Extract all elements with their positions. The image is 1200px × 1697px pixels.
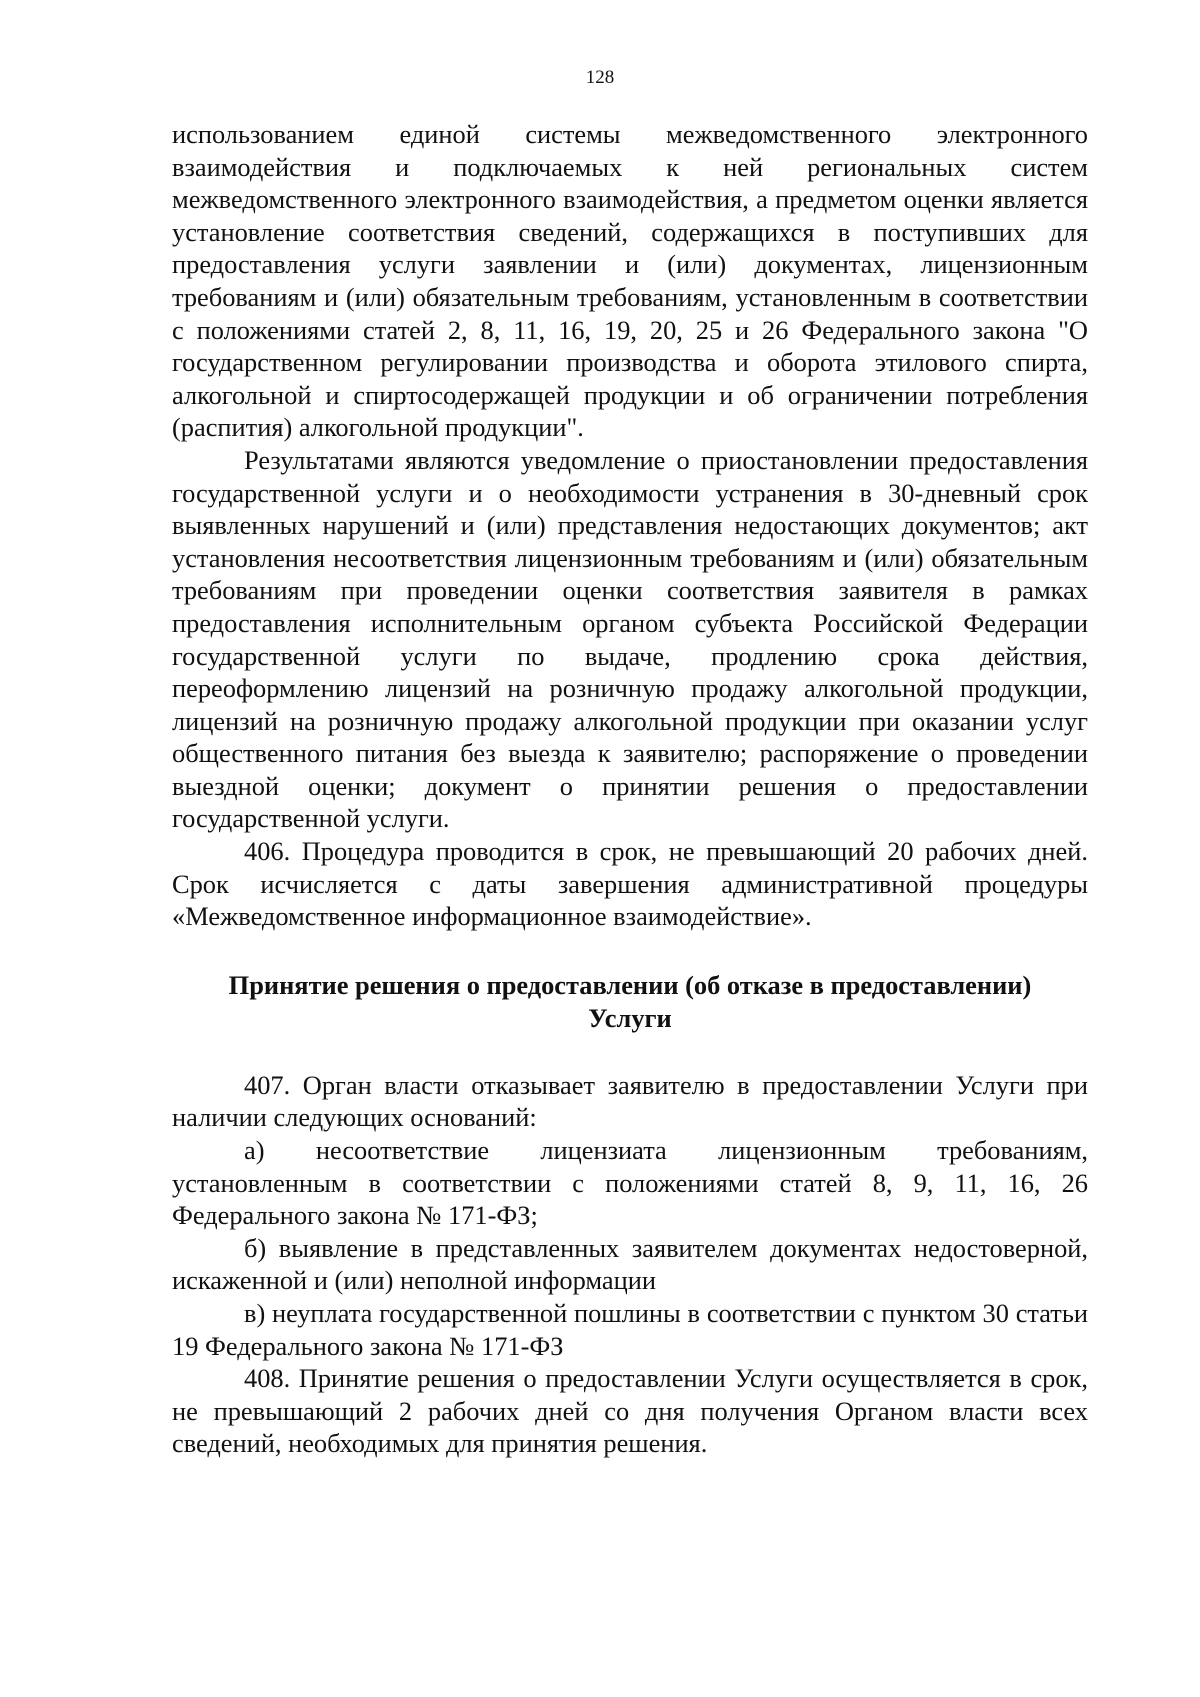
paragraph-results: Результатами являются уведомление о приостановлении предоставления государственной услуги и о необходимости устранения в 30-дневный срок выявленных нарушений и (или) представления недостающих документов; акт установления несоответствия лицензионным требованиям и (или) обязательным требованиям при проведении оценки соответствия заявителя в рамках предоставления исполнительным органом субъекта Российской Федерации государственной услуги по выдаче, продлению срока действия, переоформлению лицензий на розничную продажу алкогольной продукции, лицензий на розничную продажу алкогольной продукции при оказании услуг общественного питания без выезда к заявителю; распоряжение о проведении выездной оценки; документ о принятии решения о предоставлении государственной услуги. [172, 444, 1088, 834]
paragraph-407: 407. Орган власти отказывает заявителю в предоставлении Услуги при наличии следующих оснований: [172, 1069, 1088, 1133]
section-heading-line-1: Принятие решения о предоставлении (об отказе в предоставлении) [228, 969, 1032, 1000]
section-heading-line-2: Услуги [588, 1002, 672, 1033]
paragraph-continuation: использованием единой системы межведомственного электронного взаимодействия и подключаемых к ней региональных систем межведомственного электронного взаимодействия, а предметом оценки является установление соответствия сведений, содержащихся в поступивших для предоставления услуги заявлении и (или) документах, лицензионным требованиям и (или) обязательным требованиям, установленным в соответствии с положениями статей 2, 8, 11, 16, 19, 20, 25 и 26 Федерального закона "О государственном регулировании производства и оборота этилового спирта, алкогольной и спиртосодержащей продукции и об ограничении потребления (распития) алкогольной продукции". [172, 119, 1088, 443]
document-body [172, 118, 1088, 1460]
list-item-v: в) неуплата государственной пошлины в соответствии с пунктом 30 статьи 19 Федерального закона № 171-ФЗ [172, 1298, 1088, 1361]
paragraph-408: 408. Принятие решения о предоставлении Услуги осуществляется в срок, не превышающий 2 рабочих дней со дня получения Органом власти всех сведений, необходимых для принятия решения. [172, 1363, 1088, 1459]
list-item-a: а) несоответствие лицензиата лицензионным требованиям, установленным в соответствии с положениями статей 8, 9, 11, 16, 26 Федерального закона № 171-ФЗ; [172, 1135, 1088, 1231]
list-item-b: б) выявление в представленных заявителем документах недостоверной, искаженной и (или) неполной информации [172, 1232, 1088, 1296]
page-number: 128 [585, 67, 615, 88]
paragraph-406: 406. Процедура проводится в срок, не превышающий 20 рабочих дней. Срок исчисляется с даты завершения административной процедуры «Межведомственное информационное взаимодействие». [172, 836, 1088, 932]
section-heading [172, 969, 1088, 1035]
